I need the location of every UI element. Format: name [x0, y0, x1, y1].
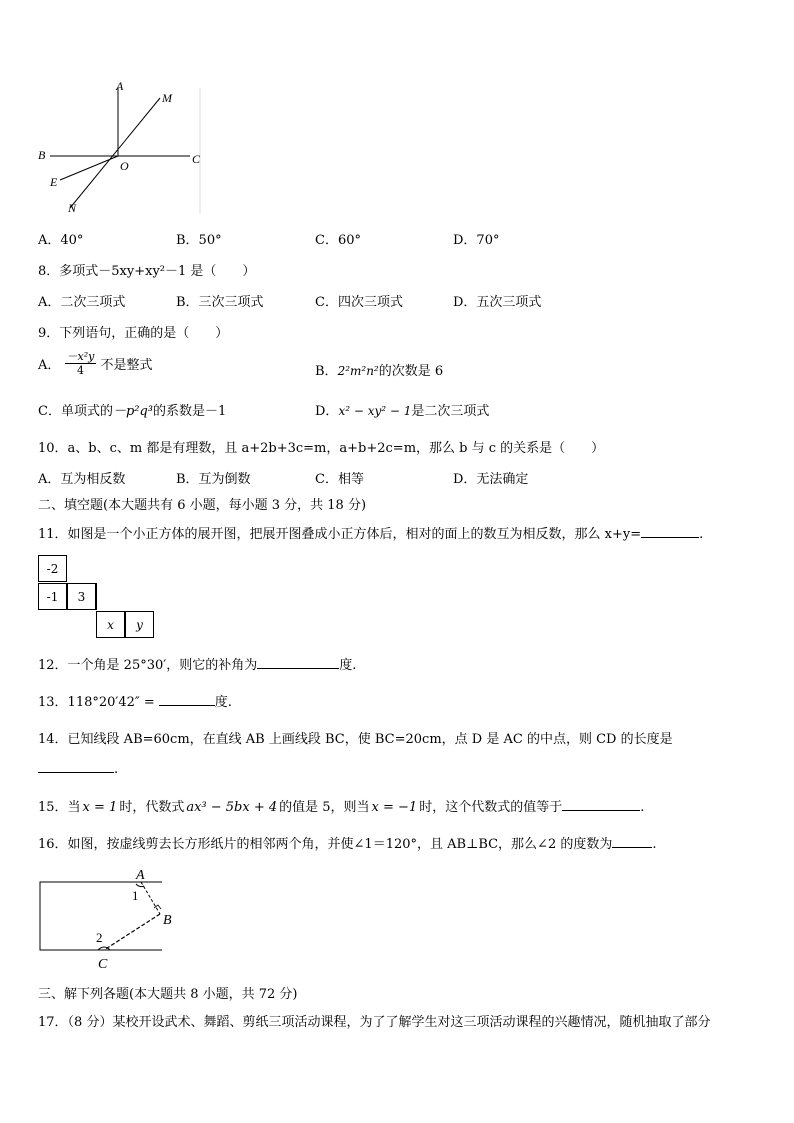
- fig2-label-C: C: [98, 957, 108, 972]
- q9-a-tail: 不是整式: [100, 358, 153, 373]
- q15-cond1: x = 1: [82, 800, 118, 815]
- q10-option-d: D．无法确定: [453, 472, 529, 487]
- q15-mid2: 的值是 5，则当: [279, 800, 370, 815]
- q15-question: [38, 796, 644, 815]
- net-cell-r2c3: [96, 583, 125, 610]
- q9-d-tail: 是二次三项式: [411, 404, 490, 419]
- q10-option-b: B．互为倒数: [176, 472, 251, 487]
- q9-a-denominator: 4: [76, 364, 84, 377]
- q8-question: 8．多项式－5xy+xy²－1 是（ ）: [38, 264, 256, 279]
- q8-option-b: B．三次三项式: [176, 295, 264, 310]
- q11-answer-blank: [641, 525, 699, 538]
- label-A: A: [116, 79, 124, 93]
- q11-question: [38, 523, 703, 542]
- q9-question: 9．下列语句，正确的是（ ）: [38, 326, 229, 341]
- q13-end: 度.: [214, 695, 232, 710]
- q17-question: 17．（8 分）某校开设武术、舞蹈、剪纸三项活动课程，为了了解学生对这三项活动课程的兴趣情况，随机抽取了部分: [38, 1015, 711, 1030]
- net-cell-r3c4: y: [125, 611, 154, 638]
- q8-option-a: A．二次三项式: [38, 295, 126, 310]
- q12-text: 12．一个角是 25°30′，则它的补角为: [38, 658, 258, 673]
- section-2-heading: 二、填空题(本大题共有 6 小题，每小题 3 分，共 18 分): [38, 498, 367, 513]
- q15-mid3: 时，这个代数式的值等于: [419, 800, 563, 815]
- q11-end: .: [699, 527, 704, 542]
- q9-a-fraction: [65, 350, 97, 377]
- net-cell-r2c1: -1: [38, 583, 67, 610]
- q9-option-d: [315, 400, 489, 419]
- label-E: E: [50, 175, 58, 189]
- net-cell-r2c2: 3: [67, 583, 96, 610]
- q9-d-label: D．: [315, 404, 339, 419]
- net-cell-r1c1: -2: [38, 555, 67, 582]
- q8-option-d: D．五次三项式: [453, 295, 542, 310]
- q9-b-tail: 的次数是 6: [378, 364, 444, 379]
- q9-c-label: C．单项式的: [38, 404, 113, 419]
- q9-option-c: [38, 400, 226, 419]
- cube-net: [38, 555, 158, 641]
- q9-b-expr: 2²m²n²: [337, 364, 379, 378]
- q14-answer-line: [38, 760, 118, 777]
- q12-answer-blank: [257, 656, 339, 669]
- q15-mid1: 时，代数式: [119, 800, 185, 815]
- q9-b-label: B．: [315, 364, 338, 379]
- q13-expr: 118°20′42″ =: [67, 695, 155, 710]
- q14-question: 14．已知线段 AB=60cm，在直线 AB 上画线段 BC，使 BC=20cm，点 D 是 AC 的中点，则 CD 的长度是: [38, 732, 673, 747]
- q9-d-expr: x² − xy² − 1: [338, 404, 412, 418]
- q10-option-a: A．互为相反数: [38, 472, 126, 487]
- q9-c-expr: －p²q³: [112, 404, 154, 419]
- label-O: O: [120, 159, 129, 173]
- q12-question: [38, 654, 356, 673]
- q14-answer-blank: [38, 760, 114, 773]
- fig2-label-B: B: [163, 913, 172, 928]
- q14-end: .: [114, 762, 119, 777]
- net-cell-r3c3: x: [96, 611, 125, 638]
- q16-text: 16．如图，按虚线剪去长方形纸片的相邻两个角，并使∠1＝120°，且 AB⊥BC，那么∠2 的度数为: [38, 837, 613, 852]
- q16-question: [38, 833, 657, 852]
- section-3-heading: 三、解下列各题(本大题共 8 小题，共 72 分): [38, 987, 298, 1002]
- angle-figure: [30, 78, 210, 218]
- q7-option-b: B．50°: [176, 233, 222, 248]
- label-C: C: [192, 152, 201, 166]
- fig2-label-A: A: [136, 868, 145, 883]
- q9-option-b: [315, 360, 443, 379]
- q9-c-tail: 的系数是－1: [153, 404, 227, 419]
- cut-rectangle-figure: [36, 862, 186, 972]
- q15-answer-blank: [562, 798, 640, 811]
- q9-a-label: A．: [38, 358, 61, 373]
- q15-end: .: [640, 800, 645, 815]
- q7-option-d: D．70°: [453, 233, 500, 248]
- fig2-label-1: 1: [132, 888, 139, 903]
- q8-option-c: C．四次三项式: [315, 295, 403, 310]
- q7-option-a: A．40°: [38, 233, 84, 248]
- q13-answer-blank: [159, 693, 215, 706]
- q15-cond2: x = −1: [371, 800, 418, 815]
- q16-end: .: [652, 837, 657, 852]
- q13-question: [38, 691, 232, 710]
- label-B: B: [38, 148, 46, 162]
- q13-label: 13．: [38, 695, 68, 710]
- q10-option-c: C．相等: [315, 472, 364, 487]
- q15-expr: ax³ − 5bx + 4: [186, 800, 278, 815]
- label-N: N: [68, 201, 77, 215]
- q15-pre: 15．当: [38, 800, 81, 815]
- q16-answer-blank: [612, 835, 652, 848]
- q12-end: 度.: [339, 658, 357, 673]
- q9-option-a: [38, 350, 153, 377]
- q11-text: 11．如图是一个小正方体的展开图，把展开图叠成小正方体后，相对的面上的数互为相反数，那么 x+y=: [38, 527, 642, 542]
- q10-question: 10．a、b、c、m 都是有理数，且 a+2b+3c=m，a+b+2c=m，那么 b 与 c 的关系是（ ）: [38, 441, 605, 456]
- fig2-label-2: 2: [96, 930, 103, 945]
- q7-option-c: C．60°: [315, 233, 361, 248]
- q9-a-numerator: －x²y: [66, 350, 95, 363]
- label-M: M: [162, 91, 172, 105]
